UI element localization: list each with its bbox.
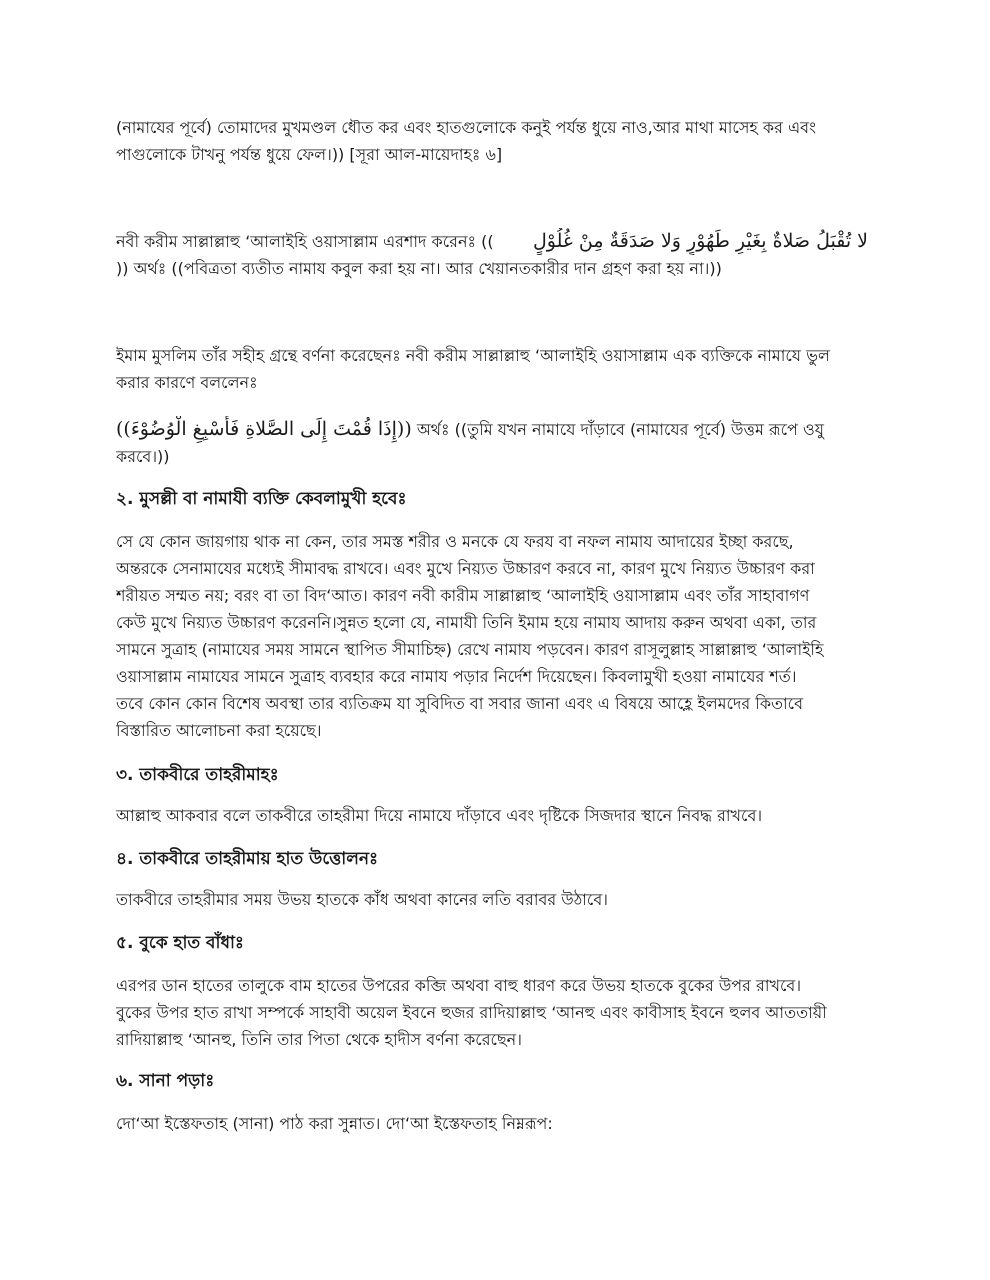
arabic-hadith-text: ((إِذَا قُمْتَ إِلَى الصَّلاةِ فَأَسْبِغِ الْوُضُوْءَ)) [116, 418, 412, 440]
arabic-hadith-text: لا تُقْبَلُ صَلاةٌ بِغَيْرِ طَهُوْرٍ وَلا صَدَقَةٌ مِنْ غُلُوْلٍ [532, 230, 868, 252]
text-line: সে যে কোন জায়গায় থাক না কেন, তার সমস্ত শরীর ও মনকে যে ফরয বা নফল নামায আদায়ের ইচ্ছা করছে, [116, 532, 794, 551]
text-line: পাগুলোকে টাখনু পর্যন্ত ধুয়ে ফেল।)) [সূরা আল-মায়েদাহঃ ৬] [116, 145, 503, 164]
text-line: ইমাম মুসলিম তাঁর সহীহ গ্রন্থে বর্ণনা করেছেনঃ নবী করীম সাল্লাল্লাহু ‘আলাইহি ওয়াসাল্লাম এক ব্যক্তিকে নামাযে ভুল [116, 346, 830, 365]
section-heading: ৬. সানা পড়াঃ [116, 1071, 215, 1091]
text-line [116, 228, 868, 255]
section-heading: ৫. বুকে হাত বাঁধাঃ [116, 933, 244, 953]
text-line: বুকের উপর হাত রাখা সম্পর্কে সাহাবী অয়েল ইবনে হুজর রাদিয়াল্লাহু ‘আনহু এবং কাবীসাহ ইবনে হুলব আততায়ী [116, 1003, 827, 1022]
text-line: সামনে সুত্রাহ (নামাযের সময় সামনে স্থাপিত সীমাচিহ্ন) রেখে নামায পড়বেন। কারণ রাসূলুল্লাহ সাল্লাল্লাহু ‘আলাইহি [116, 640, 824, 659]
hadith-meaning: অর্থঃ ((তুমি যখন নামাযে দাঁড়াবে (নামাযের পূর্বে) উত্তম রূপে ওযু [416, 420, 824, 439]
section-paragraph [116, 528, 868, 744]
text-line: )) অর্থঃ ((পবিত্রতা ব্যতীত নামায কবুল করা হয় না। আর খেয়ানতকারীর দান গ্রহণ করা হয় না।)) [116, 259, 722, 278]
text-line: কেউ মুখে নিয়্যত উচ্চারণ করেননি।সুন্নত হলো যে, নামাযী তিনি ইমাম হয়ে নামায আদায় করুন অথবা একা, তার [116, 613, 817, 632]
hadith-paragraph-2 [116, 342, 868, 396]
text-line: (নামাযের পূর্বে) তোমাদের মুখমণ্ডল ধৌত কর এবং হাতগুলোকে কনুই পর্যন্ত ধুয়ে নাও,আর মাথা মাসেহ কর এবং [116, 118, 816, 137]
text-line: শরীয়ত সম্মত নয়; বরং বা তা বিদ‘আত। কারণ নবী কারীম সাল্লাল্লাহু ‘আলাইহি ওয়াসাল্লাম এবং তাঁর সাহাবাগণ [116, 586, 810, 605]
text-line: আল্লাহু আকবার বলে তাকবীরে তাহরীমা দিয়ে নামাযে দাঁড়াবে এবং দৃষ্টিকে সিজদার স্থানে নিবদ্ধ রাখবে। [116, 806, 763, 825]
hadith-paragraph-1 [116, 228, 868, 282]
text-line: ওয়াসাল্লাম নামাযের সামনে সুত্রাহ ব্যবহার করে নামায পড়ার নির্দেশ দিয়েছেন। কিবলামুখী হওয়া নামাযের শর্ত। [116, 667, 797, 686]
section-paragraph [116, 886, 868, 913]
hadith-intro: নবী করীম সাল্লাল্লাহু ‘আলাইহি ওয়াসাল্লাম এরশাদ করেনঃ (( [116, 232, 494, 251]
section-heading: ৩. তাকবীরে তাহরীমাহঃ [116, 765, 279, 785]
section-heading: ২. মুসল্লী বা নামাযী ব্যক্তি কেবলামুখী হবেঃ [116, 489, 407, 509]
text-line: অন্তরকে সেনামাযের মধ্যেই সীমাবদ্ধ রাখবে। এবং মুখে নিয়্যত উচ্চারণ করবে না, কারণ মুখে নিয়্যত উচ্চারণ করা [116, 559, 815, 578]
text-line [116, 416, 868, 443]
text-line: বিস্তারিত আলোচনা করা হয়েছে। [116, 721, 322, 740]
hadith-paragraph-2-arabic [116, 416, 868, 470]
text-line: তবে কোন কোন বিশেষ অবস্থা তার ব্যতিক্রম যা সুবিদিত বা সবার জানা এবং এ বিষয়ে আহ্লে ইলমদের কিতাবে [116, 694, 803, 713]
section-heading: ৪. তাকবীরে তাহরীমায় হাত উত্তোলনঃ [116, 849, 379, 869]
section-paragraph [116, 972, 868, 1053]
text-line: করবে।)) [116, 447, 170, 466]
section-paragraph [116, 802, 868, 829]
text-line: এরপর ডান হাতের তালুকে বাম হাতের উপরের কব্জি অথবা বাহু ধারণ করে উভয় হাতকে বুকের উপর রাখবে। [116, 976, 802, 995]
text-line: তাকবীরে তাহরীমার সময় উভয় হাতকে কাঁধ অথবা কানের লতি বরাবর উঠাবে। [116, 890, 608, 909]
text-line: রাদিয়াল্লাহু ‘আনহু, তিনি তার পিতা থেকে হাদীস বর্ণনা করেছেন। [116, 1030, 522, 1049]
text-line: দো‘আ ইস্তেফতাহ (সানা) পাঠ করা সুন্নাত। দো‘আ ইস্তেফতাহ নিম্নরূপ: [116, 1114, 553, 1133]
quran-quote-paragraph [116, 114, 868, 168]
section-paragraph [116, 1110, 868, 1137]
text-line: করার কারণে বললেনঃ [116, 373, 258, 392]
